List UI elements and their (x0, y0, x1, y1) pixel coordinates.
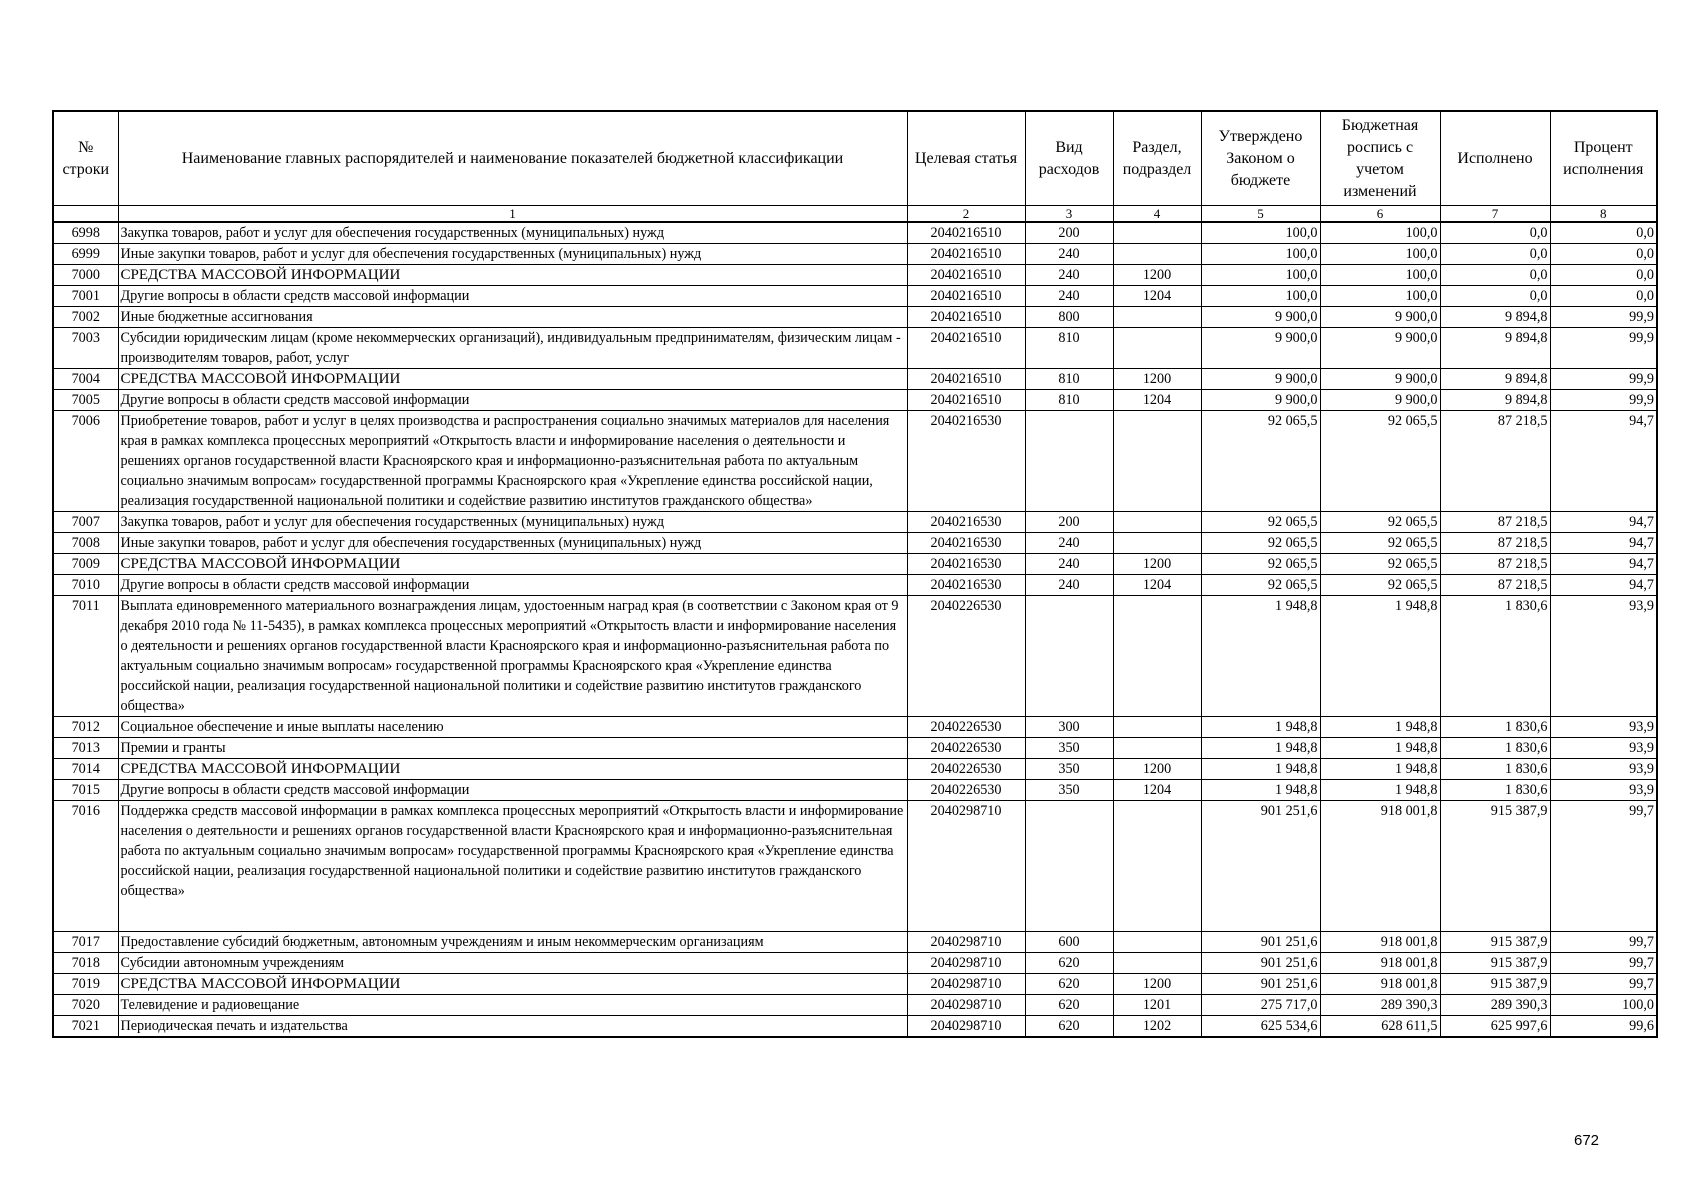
header-executed: Исполнено (1440, 111, 1550, 206)
percent-cell: 94,7 (1550, 554, 1657, 575)
budget-schedule-cell: 918 001,8 (1320, 932, 1440, 953)
table-row (53, 801, 1657, 932)
budget-schedule-cell: 100,0 (1320, 244, 1440, 265)
row-number-cell: 7011 (53, 596, 118, 717)
budget-table (52, 110, 1658, 1038)
executed-cell: 1 830,6 (1440, 738, 1550, 759)
expense-type-cell: 240 (1025, 244, 1113, 265)
percent-cell: 93,9 (1550, 780, 1657, 801)
column-number: 2 (907, 206, 1025, 223)
approved-cell: 100,0 (1201, 286, 1320, 307)
percent-cell: 94,7 (1550, 533, 1657, 554)
expense-type-cell: 620 (1025, 995, 1113, 1016)
executed-cell: 915 387,9 (1440, 932, 1550, 953)
approved-cell: 92 065,5 (1201, 512, 1320, 533)
table-row (53, 369, 1657, 390)
table-row (53, 411, 1657, 512)
approved-cell: 275 717,0 (1201, 995, 1320, 1016)
expense-type-cell: 350 (1025, 780, 1113, 801)
percent-cell: 0,0 (1550, 265, 1657, 286)
budget-schedule-cell: 100,0 (1320, 286, 1440, 307)
percent-cell: 99,7 (1550, 953, 1657, 974)
expense-type-cell: 600 (1025, 932, 1113, 953)
section-cell (1113, 411, 1201, 512)
percent-cell: 0,0 (1550, 286, 1657, 307)
budget-schedule-cell: 100,0 (1320, 222, 1440, 244)
table-row (53, 717, 1657, 738)
approved-cell: 92 065,5 (1201, 533, 1320, 554)
percent-cell: 99,7 (1550, 974, 1657, 995)
row-name-cell: Другие вопросы в области средств массовой информации (118, 390, 907, 411)
row-number-cell: 7019 (53, 974, 118, 995)
row-name-cell: Предоставление субсидий бюджетным, автономным учреждениям и иным некоммерческим организациям (118, 932, 907, 953)
row-name-cell: Поддержка средств массовой информации в рамках комплекса процессных мероприятий «Открытость власти и информирование населения о деятельности и решениях органов государственной власти Красноярского края и информационно-разъяснительная работа по актуальным социально значимым вопросам» государственной программы Красноярского края «Укрепление единства российской нации, реализация государственной национальной политики и содействие развитию институтов гражданского общества» (118, 801, 907, 932)
row-name-cell: Другие вопросы в области средств массовой информации (118, 780, 907, 801)
table-row (53, 759, 1657, 780)
target-article-cell: 2040216510 (907, 265, 1025, 286)
budget-schedule-cell: 9 900,0 (1320, 369, 1440, 390)
row-number-cell: 7021 (53, 1016, 118, 1038)
executed-cell: 87 218,5 (1440, 533, 1550, 554)
row-number-cell: 7003 (53, 328, 118, 369)
table-row (53, 554, 1657, 575)
expense-type-cell: 200 (1025, 512, 1113, 533)
executed-cell: 915 387,9 (1440, 953, 1550, 974)
executed-cell: 0,0 (1440, 244, 1550, 265)
row-name-cell: Выплата единовременного материального вознаграждения лицам, удостоенным наград края (в соответствии с Законом края от 9 декабря 2010 года № 11-5435), в рамках комплекса процессных мероприятий «Открытость власти и информирование населения о деятельности и решениях органов государственной власти Красноярского края и информационно-разъяснительная работа по актуальным социально значимым вопросам» государственной программы Красноярского края «Укрепление единства российской нации, реализация государственной национальной политики и содействие развитию институтов гражданского общества» (118, 596, 907, 717)
section-cell (1113, 244, 1201, 265)
column-number: 5 (1201, 206, 1320, 223)
budget-schedule-cell: 9 900,0 (1320, 307, 1440, 328)
expense-type-cell: 620 (1025, 953, 1113, 974)
executed-cell: 0,0 (1440, 265, 1550, 286)
executed-cell: 0,0 (1440, 286, 1550, 307)
target-article-cell: 2040216530 (907, 575, 1025, 596)
expense-type-cell: 810 (1025, 390, 1113, 411)
percent-cell: 99,9 (1550, 328, 1657, 369)
row-name-cell: Другие вопросы в области средств массовой информации (118, 575, 907, 596)
approved-cell: 9 900,0 (1201, 369, 1320, 390)
header-section: Раздел, подраздел (1113, 111, 1201, 206)
row-number-cell: 7009 (53, 554, 118, 575)
table-row (53, 265, 1657, 286)
section-cell: 1204 (1113, 575, 1201, 596)
percent-cell: 93,9 (1550, 717, 1657, 738)
expense-type-cell: 240 (1025, 286, 1113, 307)
approved-cell: 901 251,6 (1201, 974, 1320, 995)
row-name-cell: СРЕДСТВА МАССОВОЙ ИНФОРМАЦИИ (118, 265, 907, 286)
budget-schedule-cell: 1 948,8 (1320, 738, 1440, 759)
section-cell: 1204 (1113, 286, 1201, 307)
target-article-cell: 2040298710 (907, 932, 1025, 953)
executed-cell: 1 830,6 (1440, 596, 1550, 717)
target-article-cell: 2040216530 (907, 554, 1025, 575)
header-target-article: Целевая статья (907, 111, 1025, 206)
percent-cell: 99,9 (1550, 307, 1657, 328)
executed-cell: 9 894,8 (1440, 307, 1550, 328)
row-name-cell: Приобретение товаров, работ и услуг в целях производства и распространения социально значимых материалов для населения края в рамках комплекса процессных мероприятий «Открытость власти и информирование населения о деятельности и решениях органов государственной власти Красноярского края и информационно-разъяснительная работа по актуальным социально значимым вопросам» государственной программы Красноярского края «Укрепление единства российской нации, реализация государственной национальной политики и содействие развитию институтов гражданского общества» (118, 411, 907, 512)
executed-cell: 915 387,9 (1440, 974, 1550, 995)
executed-cell: 0,0 (1440, 222, 1550, 244)
target-article-cell: 2040226530 (907, 780, 1025, 801)
approved-cell: 625 534,6 (1201, 1016, 1320, 1038)
column-number-row (53, 206, 1657, 223)
table-row (53, 953, 1657, 974)
target-article-cell: 2040226530 (907, 738, 1025, 759)
approved-cell: 901 251,6 (1201, 953, 1320, 974)
section-cell: 1200 (1113, 265, 1201, 286)
column-number: 3 (1025, 206, 1113, 223)
section-cell: 1204 (1113, 390, 1201, 411)
row-name-cell: Субсидии автономным учреждениям (118, 953, 907, 974)
row-name-cell: СРЕДСТВА МАССОВОЙ ИНФОРМАЦИИ (118, 554, 907, 575)
table-header-row (53, 111, 1657, 206)
approved-cell: 9 900,0 (1201, 307, 1320, 328)
table-row (53, 286, 1657, 307)
budget-schedule-cell: 1 948,8 (1320, 717, 1440, 738)
row-name-cell: СРЕДСТВА МАССОВОЙ ИНФОРМАЦИИ (118, 369, 907, 390)
row-name-cell: Субсидии юридическим лицам (кроме некоммерческих организаций), индивидуальным предпринимателям, физическим лицам - производителям товаров, работ, услуг (118, 328, 907, 369)
budget-schedule-cell: 918 001,8 (1320, 974, 1440, 995)
approved-cell: 901 251,6 (1201, 801, 1320, 932)
table-body (53, 222, 1657, 1037)
executed-cell: 1 830,6 (1440, 780, 1550, 801)
row-name-cell: Закупка товаров, работ и услуг для обеспечения государственных (муниципальных) нужд (118, 222, 907, 244)
approved-cell: 100,0 (1201, 244, 1320, 265)
section-cell: 1200 (1113, 759, 1201, 780)
expense-type-cell (1025, 801, 1113, 932)
table-row (53, 995, 1657, 1016)
percent-cell: 94,7 (1550, 575, 1657, 596)
expense-type-cell: 240 (1025, 533, 1113, 554)
table-row (53, 244, 1657, 265)
expense-type-cell: 350 (1025, 759, 1113, 780)
target-article-cell: 2040216510 (907, 328, 1025, 369)
budget-schedule-cell: 1 948,8 (1320, 759, 1440, 780)
expense-type-cell: 200 (1025, 222, 1113, 244)
target-article-cell: 2040226530 (907, 759, 1025, 780)
section-cell (1113, 932, 1201, 953)
percent-cell: 0,0 (1550, 244, 1657, 265)
column-number-empty (53, 206, 118, 223)
budget-schedule-cell: 9 900,0 (1320, 390, 1440, 411)
section-cell: 1200 (1113, 974, 1201, 995)
expense-type-cell: 350 (1025, 738, 1113, 759)
target-article-cell: 2040226530 (907, 596, 1025, 717)
target-article-cell: 2040226530 (907, 717, 1025, 738)
executed-cell: 87 218,5 (1440, 554, 1550, 575)
percent-cell: 99,7 (1550, 801, 1657, 932)
percent-cell: 99,6 (1550, 1016, 1657, 1038)
target-article-cell: 2040298710 (907, 1016, 1025, 1038)
column-number: 4 (1113, 206, 1201, 223)
row-number-cell: 7014 (53, 759, 118, 780)
row-name-cell: Иные закупки товаров, работ и услуг для обеспечения государственных (муниципальных) нужд (118, 533, 907, 554)
budget-schedule-cell: 289 390,3 (1320, 995, 1440, 1016)
header-approved: Утверждено Законом о бюджете (1201, 111, 1320, 206)
executed-cell: 625 997,6 (1440, 1016, 1550, 1038)
column-number: 6 (1320, 206, 1440, 223)
header-row-number: № строки (53, 111, 118, 206)
row-number-cell: 7002 (53, 307, 118, 328)
executed-cell: 87 218,5 (1440, 512, 1550, 533)
table-row (53, 932, 1657, 953)
row-number-cell: 7007 (53, 512, 118, 533)
expense-type-cell: 240 (1025, 265, 1113, 286)
section-cell (1113, 801, 1201, 932)
budget-schedule-cell: 92 065,5 (1320, 533, 1440, 554)
executed-cell: 915 387,9 (1440, 801, 1550, 932)
table-row (53, 328, 1657, 369)
target-article-cell: 2040216510 (907, 286, 1025, 307)
approved-cell: 9 900,0 (1201, 328, 1320, 369)
percent-cell: 94,7 (1550, 512, 1657, 533)
column-number: 8 (1550, 206, 1657, 223)
percent-cell: 93,9 (1550, 596, 1657, 717)
section-cell (1113, 738, 1201, 759)
column-number: 1 (118, 206, 907, 223)
target-article-cell: 2040298710 (907, 974, 1025, 995)
target-article-cell: 2040298710 (907, 995, 1025, 1016)
table-row (53, 222, 1657, 244)
target-article-cell: 2040216510 (907, 369, 1025, 390)
executed-cell: 87 218,5 (1440, 411, 1550, 512)
executed-cell: 289 390,3 (1440, 995, 1550, 1016)
budget-schedule-cell: 1 948,8 (1320, 780, 1440, 801)
section-cell (1113, 328, 1201, 369)
header-name: Наименование главных распорядителей и наименование показателей бюджетной классификации (118, 111, 907, 206)
section-cell (1113, 953, 1201, 974)
target-article-cell: 2040298710 (907, 801, 1025, 932)
expense-type-cell: 810 (1025, 328, 1113, 369)
percent-cell: 93,9 (1550, 759, 1657, 780)
executed-cell: 9 894,8 (1440, 369, 1550, 390)
budget-schedule-cell: 92 065,5 (1320, 411, 1440, 512)
approved-cell: 1 948,8 (1201, 780, 1320, 801)
row-number-cell: 7004 (53, 369, 118, 390)
row-name-cell: Другие вопросы в области средств массовой информации (118, 286, 907, 307)
column-number: 7 (1440, 206, 1550, 223)
budget-schedule-cell: 100,0 (1320, 265, 1440, 286)
target-article-cell: 2040216530 (907, 512, 1025, 533)
row-name-cell: Телевидение и радиовещание (118, 995, 907, 1016)
expense-type-cell: 620 (1025, 1016, 1113, 1038)
approved-cell: 92 065,5 (1201, 575, 1320, 596)
executed-cell: 9 894,8 (1440, 328, 1550, 369)
approved-cell: 9 900,0 (1201, 390, 1320, 411)
budget-schedule-cell: 1 948,8 (1320, 596, 1440, 717)
row-name-cell: Закупка товаров, работ и услуг для обеспечения государственных (муниципальных) нужд (118, 512, 907, 533)
row-number-cell: 7012 (53, 717, 118, 738)
row-number-cell: 7000 (53, 265, 118, 286)
expense-type-cell: 620 (1025, 974, 1113, 995)
approved-cell: 100,0 (1201, 222, 1320, 244)
approved-cell: 92 065,5 (1201, 554, 1320, 575)
table-row (53, 780, 1657, 801)
budget-schedule-cell: 9 900,0 (1320, 328, 1440, 369)
budget-schedule-cell: 92 065,5 (1320, 554, 1440, 575)
row-number-cell: 7005 (53, 390, 118, 411)
row-number-cell: 6998 (53, 222, 118, 244)
row-name-cell: СРЕДСТВА МАССОВОЙ ИНФОРМАЦИИ (118, 974, 907, 995)
target-article-cell: 2040216530 (907, 411, 1025, 512)
target-article-cell: 2040216510 (907, 244, 1025, 265)
row-number-cell: 7013 (53, 738, 118, 759)
header-budget-schedule: Бюджетная роспись с учетом изменений (1320, 111, 1440, 206)
page-number: 672 (1574, 1132, 1600, 1149)
percent-cell: 93,9 (1550, 738, 1657, 759)
percent-cell: 100,0 (1550, 995, 1657, 1016)
section-cell: 1202 (1113, 1016, 1201, 1038)
row-name-cell: Иные бюджетные ассигнования (118, 307, 907, 328)
target-article-cell: 2040216510 (907, 307, 1025, 328)
section-cell: 1200 (1113, 369, 1201, 390)
approved-cell: 92 065,5 (1201, 411, 1320, 512)
table-row (53, 1016, 1657, 1038)
percent-cell: 0,0 (1550, 222, 1657, 244)
row-number-cell: 7015 (53, 780, 118, 801)
executed-cell: 9 894,8 (1440, 390, 1550, 411)
row-name-cell: Социальное обеспечение и иные выплаты населению (118, 717, 907, 738)
row-name-cell: Премии и гранты (118, 738, 907, 759)
executed-cell: 1 830,6 (1440, 759, 1550, 780)
row-number-cell: 7020 (53, 995, 118, 1016)
section-cell (1113, 307, 1201, 328)
row-number-cell: 7006 (53, 411, 118, 512)
section-cell (1113, 512, 1201, 533)
target-article-cell: 2040216510 (907, 390, 1025, 411)
section-cell: 1201 (1113, 995, 1201, 1016)
row-number-cell: 7017 (53, 932, 118, 953)
expense-type-cell: 240 (1025, 575, 1113, 596)
table-row (53, 974, 1657, 995)
approved-cell: 1 948,8 (1201, 759, 1320, 780)
row-number-cell: 7001 (53, 286, 118, 307)
row-name-cell: Иные закупки товаров, работ и услуг для обеспечения государственных (муниципальных) нужд (118, 244, 907, 265)
percent-cell: 99,9 (1550, 369, 1657, 390)
table-row (53, 512, 1657, 533)
section-cell (1113, 222, 1201, 244)
budget-schedule-cell: 918 001,8 (1320, 953, 1440, 974)
table-row (53, 533, 1657, 554)
budget-schedule-cell: 918 001,8 (1320, 801, 1440, 932)
approved-cell: 100,0 (1201, 265, 1320, 286)
approved-cell: 1 948,8 (1201, 717, 1320, 738)
approved-cell: 1 948,8 (1201, 738, 1320, 759)
approved-cell: 901 251,6 (1201, 932, 1320, 953)
section-cell (1113, 596, 1201, 717)
section-cell (1113, 717, 1201, 738)
target-article-cell: 2040216530 (907, 533, 1025, 554)
percent-cell: 99,7 (1550, 932, 1657, 953)
target-article-cell: 2040216510 (907, 222, 1025, 244)
percent-cell: 99,9 (1550, 390, 1657, 411)
expense-type-cell (1025, 596, 1113, 717)
header-percent: Процент исполнения (1550, 111, 1657, 206)
expense-type-cell: 800 (1025, 307, 1113, 328)
budget-schedule-cell: 628 611,5 (1320, 1016, 1440, 1038)
section-cell (1113, 533, 1201, 554)
row-number-cell: 7010 (53, 575, 118, 596)
row-name-cell: СРЕДСТВА МАССОВОЙ ИНФОРМАЦИИ (118, 759, 907, 780)
row-number-cell: 7016 (53, 801, 118, 932)
executed-cell: 1 830,6 (1440, 717, 1550, 738)
row-number-cell: 7008 (53, 533, 118, 554)
approved-cell: 1 948,8 (1201, 596, 1320, 717)
section-cell: 1204 (1113, 780, 1201, 801)
expense-type-cell: 240 (1025, 554, 1113, 575)
header-expense-type: Вид расходов (1025, 111, 1113, 206)
table-row (53, 596, 1657, 717)
row-name-cell: Периодическая печать и издательства (118, 1016, 907, 1038)
expense-type-cell (1025, 411, 1113, 512)
row-number-cell: 6999 (53, 244, 118, 265)
table-row (53, 738, 1657, 759)
expense-type-cell: 300 (1025, 717, 1113, 738)
budget-schedule-cell: 92 065,5 (1320, 575, 1440, 596)
percent-cell: 94,7 (1550, 411, 1657, 512)
table-row (53, 307, 1657, 328)
section-cell: 1200 (1113, 554, 1201, 575)
budget-schedule-cell: 92 065,5 (1320, 512, 1440, 533)
expense-type-cell: 810 (1025, 369, 1113, 390)
target-article-cell: 2040298710 (907, 953, 1025, 974)
table-row (53, 390, 1657, 411)
table-row (53, 575, 1657, 596)
executed-cell: 87 218,5 (1440, 575, 1550, 596)
row-number-cell: 7018 (53, 953, 118, 974)
